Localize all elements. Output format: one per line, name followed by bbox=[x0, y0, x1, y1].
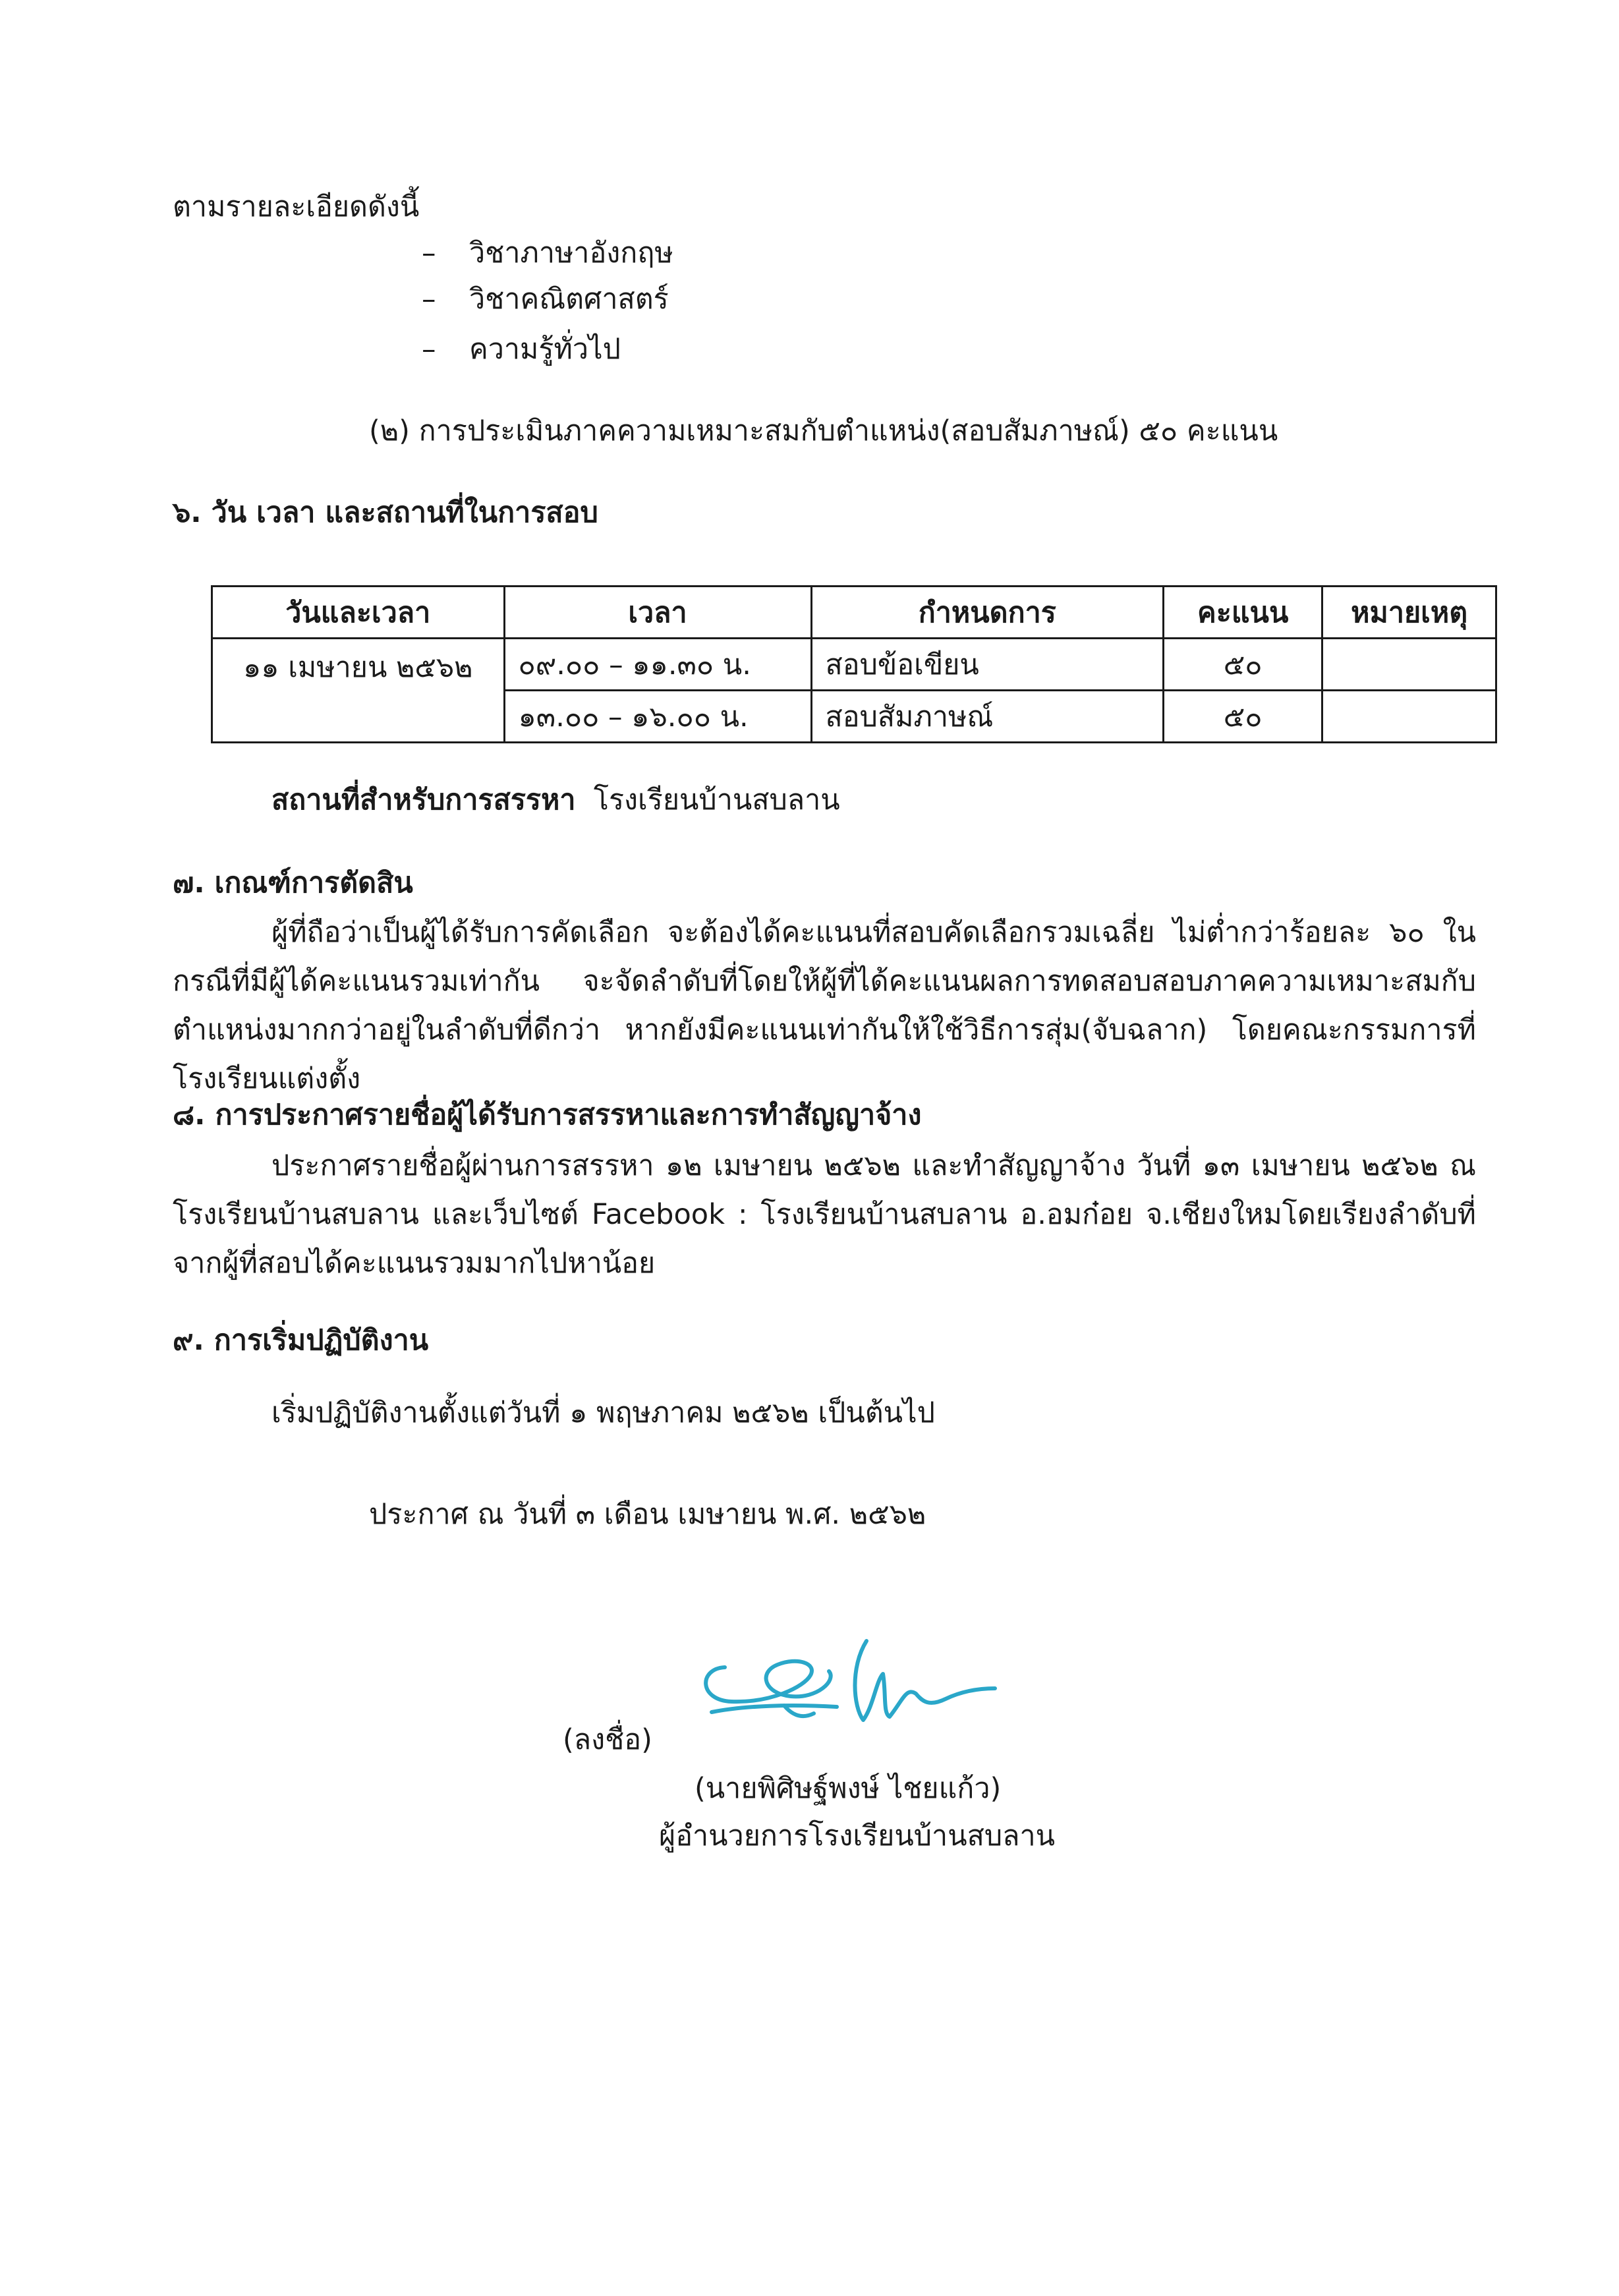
subject-item: วิชาภาษาอังกฤษ bbox=[469, 237, 673, 270]
table-header-cell: เวลา bbox=[504, 587, 811, 639]
section-9-body: เริ่มปฏิบัติงานตั้งแต่วันที่ ๑ พฤษภาคม ๒๕๖๒ เป็นต้นไป bbox=[271, 1396, 935, 1429]
bullet-3: – bbox=[422, 333, 436, 366]
exam-schedule-table bbox=[211, 585, 1497, 743]
note-cell bbox=[1322, 639, 1496, 691]
table-header-cell: คะแนน bbox=[1164, 587, 1322, 639]
table-header-cell: หมายเหตุ bbox=[1322, 587, 1496, 639]
activity-cell: สอบข้อเขียน bbox=[811, 639, 1164, 691]
table-header-cell: วันและเวลา bbox=[212, 587, 505, 639]
section-7-heading: ๗. เกณฑ์การตัดสิน bbox=[173, 867, 413, 900]
note-cell bbox=[1322, 691, 1496, 743]
assessment-2-text: (๒) การประเมินภาคความเหมาะสมกับตำแหน่ง(สอบสัมภาษณ์) ๕๐ คะแนน bbox=[369, 415, 1278, 447]
section-8-body: ประกาศรายชื่อผู้ผ่านการสรรหา ๑๒ เมษายน ๒๕๖๒ และทำสัญญาจ้าง วันที่ ๑๓ เมษายน ๒๕๖๒ ณ โรงเรียนบ้านสบลาน และเว็บไซต์ Facebook : โรงเรียนบ้านสบลาน อ.อมก๋อย จ.เชียงใหมโดยเรียงลำดับที่ จากผู้ที่สอบได้คะแนนรวมมากไปหาน้อย bbox=[173, 1149, 1476, 1280]
table-header-cell: กำหนดการ bbox=[811, 587, 1164, 639]
section-7-body: ผู้ที่ถือว่าเป็นผู้ได้รับการคัดเลือก จะต้องได้คะแนนที่สอบคัดเลือกรวมเฉลี่ย ไม่ต่ำกว่าร้อยละ ๖๐ ในกรณีที่มีผู้ได้คะแนนรวมเท่ากัน จะจัดลำดับที่โดยให้ผู้ที่ได้คะแนนผลการทดสอบสอบภาคความเหมาะสมกับตำแหน่งมากกว่าอยู่ในลำดับที่ดีกว่า หากยังมีคะแนนเท่ากันให้ใช้วิธีการสุ่ม(จับฉลาก) โดยคณะกรรมการที่โรงเรียนแต่งตั้ง bbox=[173, 916, 1476, 1095]
activity-cell: สอบสัมภาษณ์ bbox=[811, 691, 1164, 743]
bullet-2: – bbox=[422, 283, 436, 316]
venue-value: โรงเรียนบ้านสบลาน bbox=[593, 784, 840, 817]
time-cell: ๐๙.๐๐ – ๑๑.๓๐ น. bbox=[504, 639, 811, 691]
table-row bbox=[212, 639, 1496, 691]
subject-item: ความรู้ทั่วไป bbox=[469, 333, 621, 366]
signature bbox=[685, 1628, 1002, 1746]
exam-date-cell: ๑๑ เมษายน ๒๕๖๒ bbox=[212, 639, 505, 743]
signature-label: (ลงชื่อ) bbox=[563, 1723, 652, 1756]
score-cell: ๕๐ bbox=[1164, 639, 1322, 691]
intro-text: ตามรายละเอียดดังนี้ bbox=[173, 190, 420, 223]
score-cell: ๕๐ bbox=[1164, 691, 1322, 743]
venue-line bbox=[271, 780, 840, 820]
venue-label: สถานที่สำหรับการสรรหา bbox=[271, 784, 576, 817]
bullet-1: – bbox=[422, 237, 436, 270]
section-6-heading: ๖. วัน เวลา และสถานที่ในการสอบ bbox=[173, 496, 598, 529]
table-header-row bbox=[212, 587, 1496, 639]
section-8-heading: ๘. การประกาศรายชื่อผู้ได้รับการสรรหาและการทำสัญญาจ้าง bbox=[173, 1099, 922, 1132]
subject-item: วิชาคณิตศาสตร์ bbox=[469, 283, 669, 316]
time-cell: ๑๓.๐๐ – ๑๖.๐๐ น. bbox=[504, 691, 811, 743]
announcement-date: ประกาศ ณ วันที่ ๓ เดือน เมษายน พ.ศ. ๒๕๖๒ bbox=[369, 1498, 926, 1531]
signer-title: ผู้อำนวยการโรงเรียนบ้านสบลาน bbox=[659, 1820, 1056, 1852]
section-9-heading: ๙. การเริ่มปฏิบัติงาน bbox=[173, 1324, 429, 1357]
signer-name: (นายพิศิษฐ์พงษ์ ไชยแก้ว) bbox=[695, 1772, 1002, 1805]
